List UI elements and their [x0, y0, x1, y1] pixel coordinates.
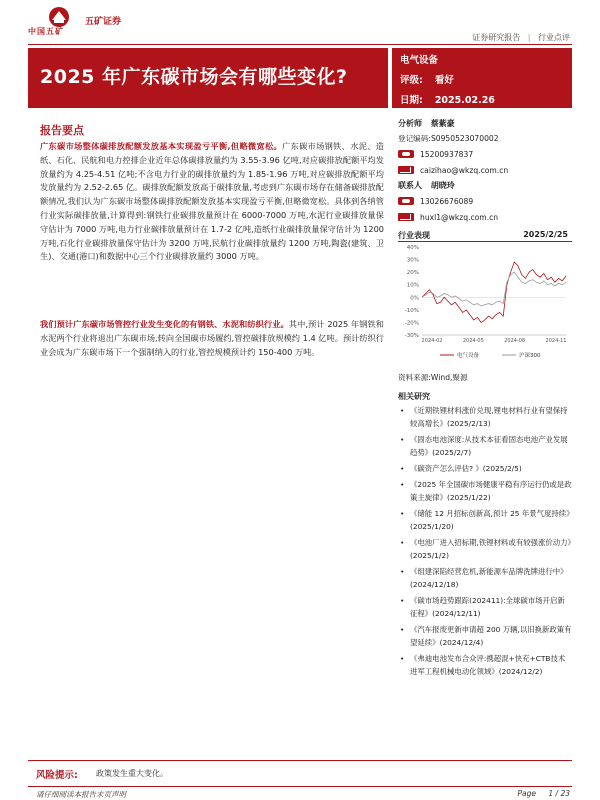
chart-title: 行业表现	[398, 231, 430, 240]
y-tick-label: 0%	[410, 295, 419, 302]
page-label: Page	[517, 789, 536, 798]
page-value: 1 / 23	[548, 789, 570, 798]
series-line-1	[422, 262, 566, 322]
related-item[interactable]: • 《近期铁锂材料涨价兑现,锂电材料行业有望保持较高增长》(2025/2/13)	[398, 404, 572, 430]
brand-name: 五矿证券	[85, 17, 122, 27]
related-item[interactable]: • 《储能 12 月招标创新高,预计 25 年景气度持续》(2025/1/20)	[398, 507, 572, 533]
risk-text: 政策发生重大变化。	[96, 769, 168, 778]
date-label: 日期:	[400, 95, 423, 106]
analyst-label: 分析师	[398, 119, 422, 128]
related-item[interactable]: • 《弗迪电池发布合众评:携超混+快充+CTB技术进军工程机械电动化领域》(2024/12/2)	[398, 652, 572, 678]
summary-highlight-1: 广东碳市场整体碳排放配额发放基本实现盈亏平衡,但略微宽松。	[40, 141, 283, 151]
x-tick-label: 2024-11	[545, 338, 567, 344]
cert-row	[398, 133, 572, 144]
date-value: 2025.02.26	[434, 95, 495, 106]
analyst-phone	[398, 147, 572, 161]
cert-label: 登记编码:	[398, 134, 431, 143]
report-category: 证券研究报告 | 行业点评	[472, 33, 570, 42]
y-tick-label: -10%	[404, 307, 419, 314]
phone-number: 13026676089	[420, 196, 474, 206]
x-tick-label: 2024-02	[421, 338, 443, 344]
email-address[interactable]: huxl1@wkzq.com.cn	[420, 212, 499, 222]
footer-divider	[28, 786, 572, 787]
y-tick-label: 40%	[406, 245, 419, 251]
related-heading: 相关研究	[398, 392, 430, 401]
date-row	[400, 92, 495, 106]
chart-date: 2025/2/25	[523, 230, 568, 239]
contact-row	[398, 180, 572, 191]
y-tick-label: -20%	[404, 320, 419, 327]
report-title: 2025 年广东碳市场会有哪些变化?	[40, 66, 348, 88]
related-item[interactable]: • 《碳资产怎么评估? 》(2025/2/5)	[398, 462, 572, 475]
summary-text-2: 其中,预计 2025 年钢铁和水泥两个行业将退出广东碳市场,转向全国碳市场履约,管控碳排放规模约 1.4 亿吨。预计纺织行业会成为广东碳市场下一个强制纳入的行业,管控规模预计约 150-400 万吨。	[40, 319, 384, 357]
email-icon	[398, 166, 414, 174]
series-line-2	[422, 272, 566, 306]
analyst-name: 蔡紫豪	[430, 119, 455, 128]
y-tick-label: 30%	[406, 257, 419, 264]
report-type: 证券研究报告	[472, 33, 521, 42]
header-divider	[28, 44, 572, 45]
disclaimer-link[interactable]: 请仔细阅读本报告末页声明	[36, 790, 126, 799]
y-tick-label: 20%	[406, 270, 419, 277]
report-section: 行业点评	[538, 33, 570, 42]
chart-svg	[398, 243, 572, 369]
summary-text-1: 广东碳市场钢铁、水泥、造纸、石化、民航和电力控排企业近年总体碳排放量约为 3.55-3.96 亿吨,对应碳排放配额平均发放量约为 4.25-4.51 亿吨;不含电力行业的碳排放量约为 1.85-1.96 万吨,对应碳排放配额平均发放量约为 2.52-2.65 亿。碳排放配额发放高于碳排放量,考虑到广东碳市场存在储备碳排放配额情况,我们认为广东碳市场整体碳排放配额发放基本实现盈亏平衡,但略微宽松。具体到各纳管行业实际碳排放量,计算得到:钢铁行业碳排放量预计在 6000-7000 万吨,水泥行业碳排放量保守估计为 7000 万吨,电力行业碳排放量预计在 1.7-2 亿吨,造纸行业碳排放量保守估计为 1200 万吨,石化行业碳排放量保守估计为 3200 万吨,民航行业碳排放量约 1200 万吨,陶瓷(建筑、卫生)、交通(港口)和数据中心三个行业碳排放量约 3000 万吨。	[40, 141, 384, 262]
chart-source: 资料来源:Wind,聚源	[398, 373, 468, 382]
risk-label: 风险提示:	[36, 770, 78, 781]
contact-name: 胡晓玲	[430, 181, 455, 190]
legend-label: 电气设备	[457, 353, 480, 359]
rating-label: 评级:	[400, 75, 423, 86]
contact-email	[398, 210, 572, 224]
phone-icon	[398, 197, 414, 205]
email-icon	[398, 213, 414, 221]
summary-heading: 报告要点	[40, 124, 84, 137]
rating-value: 看好	[434, 75, 454, 86]
summary-paragraph-1	[40, 140, 384, 264]
related-item[interactable]: • 《碳市场趋势跟踪(202411):全球碳市场开启新征程》(2024/12/11)	[398, 594, 572, 620]
company-logo-icon	[42, 6, 76, 28]
industry-performance-chart	[398, 230, 572, 370]
y-tick-label: -30%	[404, 333, 419, 339]
related-item[interactable]: • 《组建深陷经营危机,新能源车品牌洗牌进行中》(2024/12/18)	[398, 565, 572, 591]
analyst-email	[398, 163, 572, 177]
logo-name: 中国五矿	[28, 27, 64, 36]
rating-panel	[392, 48, 572, 108]
email-address[interactable]: caizihao@wkzq.com.cn	[420, 165, 509, 175]
related-list	[398, 404, 572, 681]
analyst-row	[398, 118, 572, 129]
contact-phone	[398, 194, 572, 208]
chart-divider	[398, 241, 572, 242]
x-tick-label: 2024-05	[462, 338, 484, 344]
summary-highlight-2: 我们预计广东碳市场管控行业发生变化的有钢铁、水泥和纺织行业。	[40, 319, 289, 329]
related-item[interactable]: • 《电池厂进入招标期,铁锂材料或有较强涨价动力》(2025/1/2)	[398, 536, 572, 562]
summary-paragraph-2	[40, 318, 384, 359]
x-tick-label: 2024-08	[504, 338, 526, 344]
industry-name: 电气设备	[400, 55, 439, 66]
rating-row	[400, 72, 454, 86]
phone-number: 15200937837	[420, 149, 474, 159]
related-item[interactable]: • 《固态电池深度:从技术本征看固态电池产业发展趋势》(2025/2/7)	[398, 433, 572, 459]
related-item[interactable]: • 《汽车报废更新申请超 200 万辆,以旧换新政策有望延续》(2024/12/4)	[398, 623, 572, 649]
contact-label: 联系人	[398, 181, 422, 190]
risk-divider	[28, 760, 572, 761]
cert-number: S0950523070002	[430, 134, 499, 143]
y-tick-label: 10%	[406, 282, 419, 289]
legend-label: 沪深300	[519, 353, 541, 359]
related-item[interactable]: • 《2025 年全国碳市场健康平稳有序运行仍或是政策主旋律》(2025/1/22)	[398, 478, 572, 504]
page-number	[517, 789, 570, 798]
phone-icon	[398, 150, 414, 158]
